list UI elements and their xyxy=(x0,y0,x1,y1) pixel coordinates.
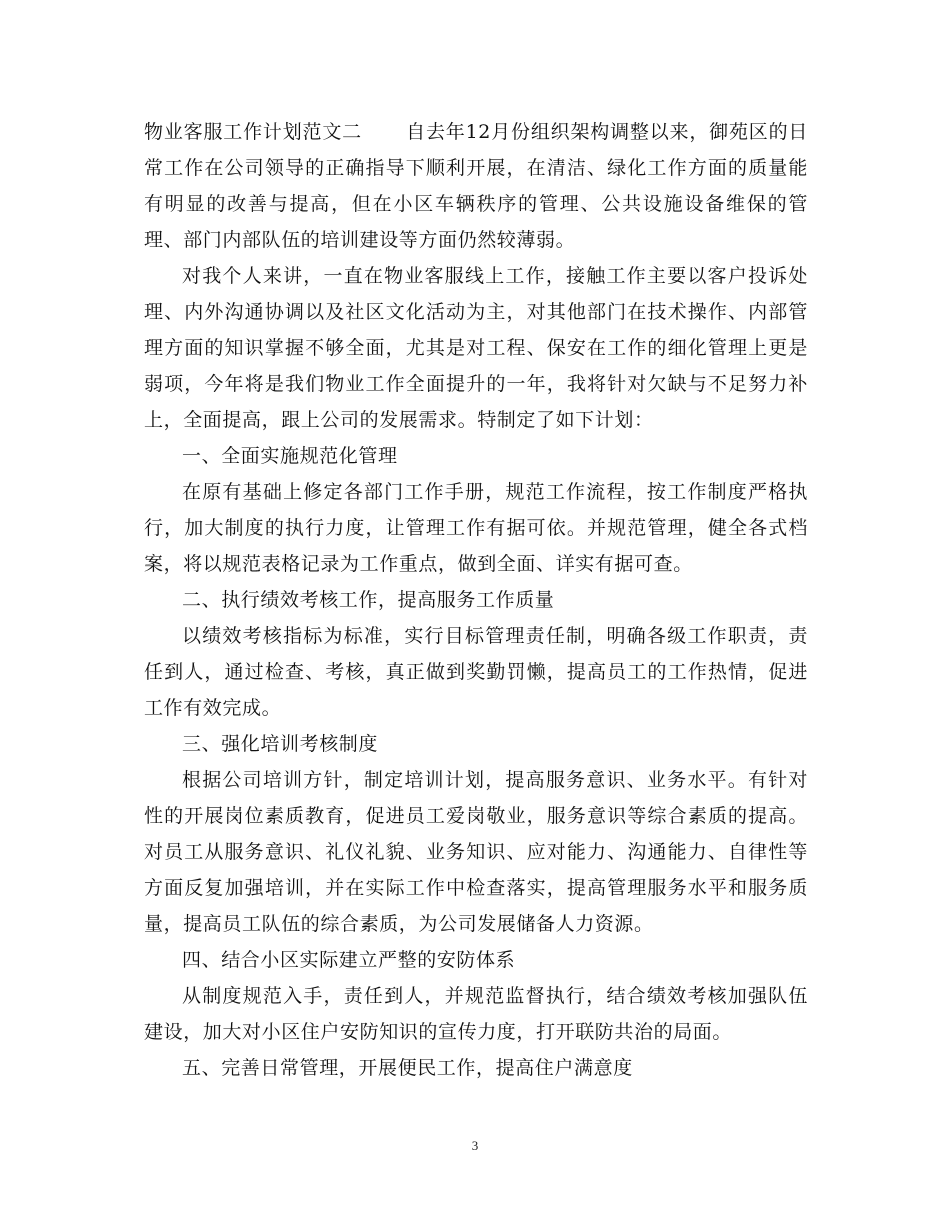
paragraph: 以绩效考核指标为标准，实行目标管理责任制，明确各级工作职责，责任到人，通过检查、考核，真正做到奖勤罚懒，提高员工的工作热情，促进工作有效完成。 xyxy=(144,625,808,719)
section-heading: 四、结合小区实际建立严整的安防体系 xyxy=(182,949,516,971)
paragraph: 根据公司培训方针，制定培训计划，提高服务意识、业务水平。有针对性的开展岗位素质教育，促进员工爱岗敬业，服务意识等综合素质的提高。对员工从服务意识、礼仪礼貌、业务知识、应对能力、沟通能力、自律性等方面反复加强培训，并在实际工作中检查落实，提高管理服务水平和服务质量，提高员工队伍的综合素质，为公司发展储备人力资源。 xyxy=(144,769,808,935)
paragraph: 从制度规范入手，责任到人，并规范监督执行，结合绩效考核加强队伍建设，加大对小区住户安防知识的宣传力度，打开联防共治的局面。 xyxy=(144,985,808,1043)
section-heading: 二、执行绩效考核工作，提高服务工作质量 xyxy=(182,589,555,611)
section-heading: 一、全面实施规范化管理 xyxy=(182,445,398,467)
document-title: 物业客服工作计划范文二 xyxy=(144,121,362,143)
section-heading: 五、完善日常管理，开展便民工作，提高住户满意度 xyxy=(182,1057,633,1079)
paragraph: 对我个人来讲，一直在物业客服线上工作，接触工作主要以客户投诉处理、内外沟通协调以及社区文化活动为主，对其他部门在技术操作、内部管理方面的知识掌握不够全面，尤其是对工程、保安在工作的细化管理上更是弱项，今年将是我们物业工作全面提升的一年，我将针对欠缺与不足努力补上，全面提高，跟上公司的发展需求。特制定了如下计划： xyxy=(144,265,808,431)
document-body xyxy=(144,114,808,1086)
page-number: 3 xyxy=(471,1138,479,1153)
paragraph: 在原有基础上修定各部门工作手册，规范工作流程，按工作制度严格执行，加大制度的执行力度，让管理工作有据可依。并规范管理，健全各式档案，将以规范表格记录为工作重点，做到全面、详实有据可查。 xyxy=(144,481,808,575)
section-heading: 三、强化培训考核制度 xyxy=(182,733,379,755)
paragraph-text: 自去年12月份组织架构调整以来，御苑区的日常工作在公司领导的正确指导下顺利开展，在清洁、绿化工作方面的质量能有明显的改善与提高，但在小区车辆秩序的管理、公共设施设备维保的管理、部门内部队伍的培训建设等方面仍然较薄弱。 xyxy=(144,121,808,251)
intro-paragraph xyxy=(144,114,808,258)
